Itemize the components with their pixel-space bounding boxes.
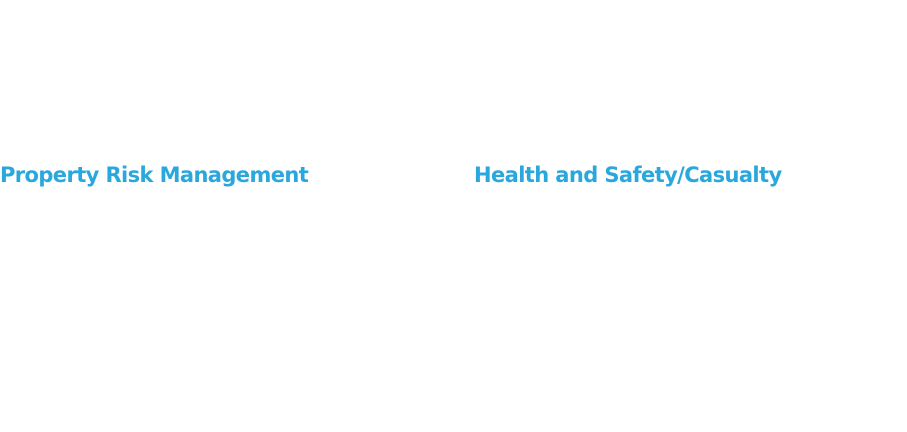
health-and-safety-casualty-link[interactable]: Health and Safety/Casualty [474,163,782,187]
property-risk-management-link[interactable]: Property Risk Management [0,163,309,187]
